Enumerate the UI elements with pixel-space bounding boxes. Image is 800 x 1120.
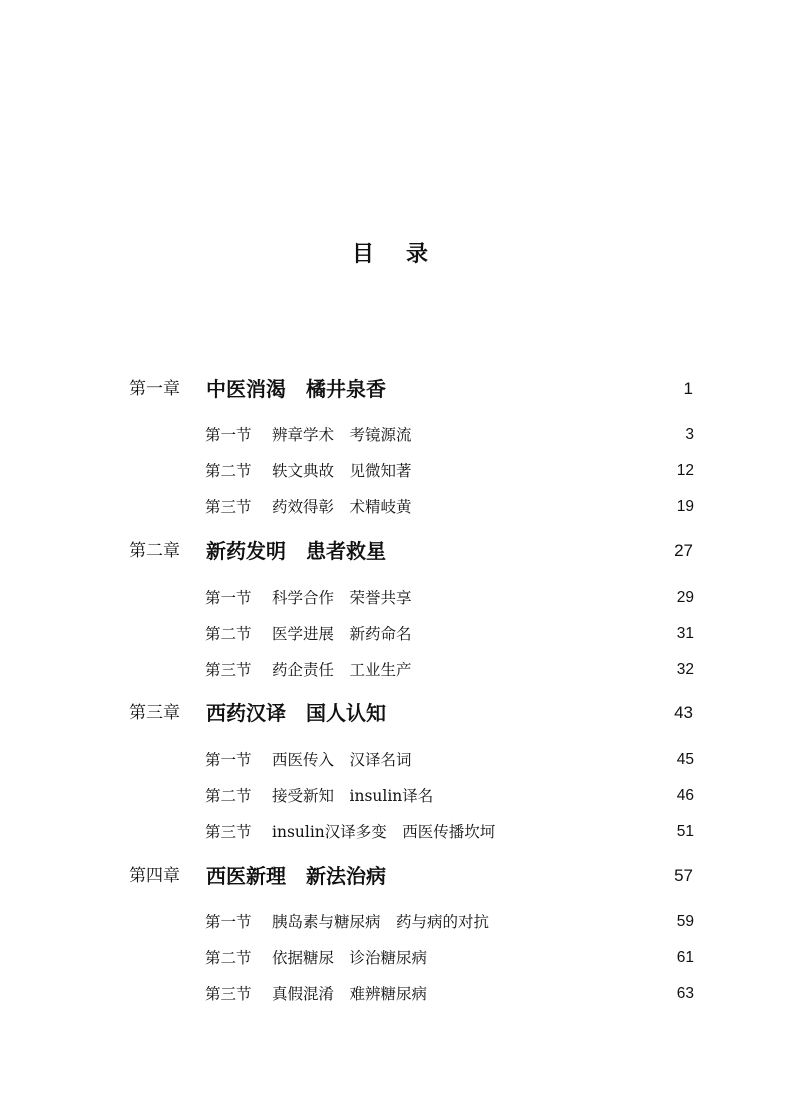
chapter-page-number: 1 bbox=[683, 379, 693, 398]
section-label: 第二节 bbox=[205, 625, 252, 643]
section-page-number: 63 bbox=[676, 985, 694, 1002]
section-page-number: 51 bbox=[676, 823, 694, 840]
section-label: 第三节 bbox=[205, 985, 252, 1003]
section-label: 第三节 bbox=[205, 498, 252, 516]
section-label: 第一节 bbox=[205, 426, 252, 444]
section-page-number: 12 bbox=[676, 462, 694, 479]
chapter-page-number: 43 bbox=[674, 703, 693, 722]
toc-section-2-3[interactable] bbox=[0, 658, 800, 682]
section-label: 第二节 bbox=[205, 787, 252, 805]
section-label: 第三节 bbox=[205, 661, 252, 679]
section-label: 第一节 bbox=[205, 913, 252, 931]
toc-chapter-3[interactable] bbox=[0, 698, 800, 728]
section-title: 药效得彰 术精岐黄 bbox=[272, 498, 412, 516]
toc-section-1-3[interactable] bbox=[0, 495, 800, 519]
section-page-number: 46 bbox=[676, 787, 694, 804]
section-page-number: 29 bbox=[676, 589, 694, 606]
section-label: 第二节 bbox=[205, 462, 252, 480]
chapter-label: 第四章 bbox=[129, 866, 180, 886]
section-title: 依据糖尿 诊治糖尿病 bbox=[272, 949, 428, 967]
section-page-number: 3 bbox=[685, 426, 694, 443]
chapter-title: 西药汉译 国人认知 bbox=[206, 701, 386, 725]
toc-title: 目录 bbox=[351, 241, 460, 267]
section-title: 科学合作 荣誉共享 bbox=[272, 589, 412, 607]
section-label: 第三节 bbox=[205, 823, 252, 841]
section-title: 真假混淆 难辨糖尿病 bbox=[272, 985, 428, 1003]
toc-chapter-1[interactable] bbox=[0, 374, 800, 404]
section-page-number: 19 bbox=[676, 498, 694, 515]
section-title: 轶文典故 见微知著 bbox=[272, 462, 412, 480]
chapter-label: 第二章 bbox=[129, 541, 180, 561]
section-title: 西医传入 汉译名词 bbox=[272, 751, 412, 769]
toc-chapter-4[interactable] bbox=[0, 861, 800, 891]
section-title: 药企责任 工业生产 bbox=[272, 661, 412, 679]
section-label: 第一节 bbox=[205, 751, 252, 769]
section-page-number: 32 bbox=[676, 661, 694, 678]
section-label: 第一节 bbox=[205, 589, 252, 607]
chapter-page-number: 27 bbox=[674, 541, 693, 560]
section-title: insulin汉译多变 西医传播坎坷 bbox=[272, 823, 496, 841]
toc-section-3-2[interactable] bbox=[0, 784, 800, 808]
toc-section-4-1[interactable] bbox=[0, 910, 800, 934]
toc-section-1-1[interactable] bbox=[0, 423, 800, 447]
chapter-title: 中医消渴 橘井泉香 bbox=[206, 377, 386, 401]
chapter-label: 第一章 bbox=[129, 379, 180, 399]
chapter-page-number: 57 bbox=[674, 866, 693, 885]
section-page-number: 61 bbox=[676, 949, 694, 966]
toc-section-4-3[interactable] bbox=[0, 982, 800, 1006]
section-page-number: 59 bbox=[676, 913, 694, 930]
section-label: 第二节 bbox=[205, 949, 252, 967]
section-title: 医学进展 新药命名 bbox=[272, 625, 412, 643]
section-title: 胰岛素与糖尿病 药与病的对抗 bbox=[272, 913, 490, 931]
section-title: 接受新知 insulin译名 bbox=[272, 787, 434, 805]
toc-chapter-2[interactable] bbox=[0, 536, 800, 566]
toc-section-1-2[interactable] bbox=[0, 459, 800, 483]
toc-section-4-2[interactable] bbox=[0, 946, 800, 970]
toc-section-2-1[interactable] bbox=[0, 586, 800, 610]
chapter-label: 第三章 bbox=[129, 703, 180, 723]
toc-section-3-1[interactable] bbox=[0, 748, 800, 772]
toc-section-2-2[interactable] bbox=[0, 622, 800, 646]
chapter-title: 新药发明 患者救星 bbox=[206, 539, 386, 563]
toc-section-3-3[interactable] bbox=[0, 820, 800, 844]
chapter-title: 西医新理 新法治病 bbox=[206, 864, 386, 888]
section-page-number: 31 bbox=[676, 625, 694, 642]
section-title: 辨章学术 考镜源流 bbox=[272, 426, 412, 444]
section-page-number: 45 bbox=[676, 751, 694, 768]
